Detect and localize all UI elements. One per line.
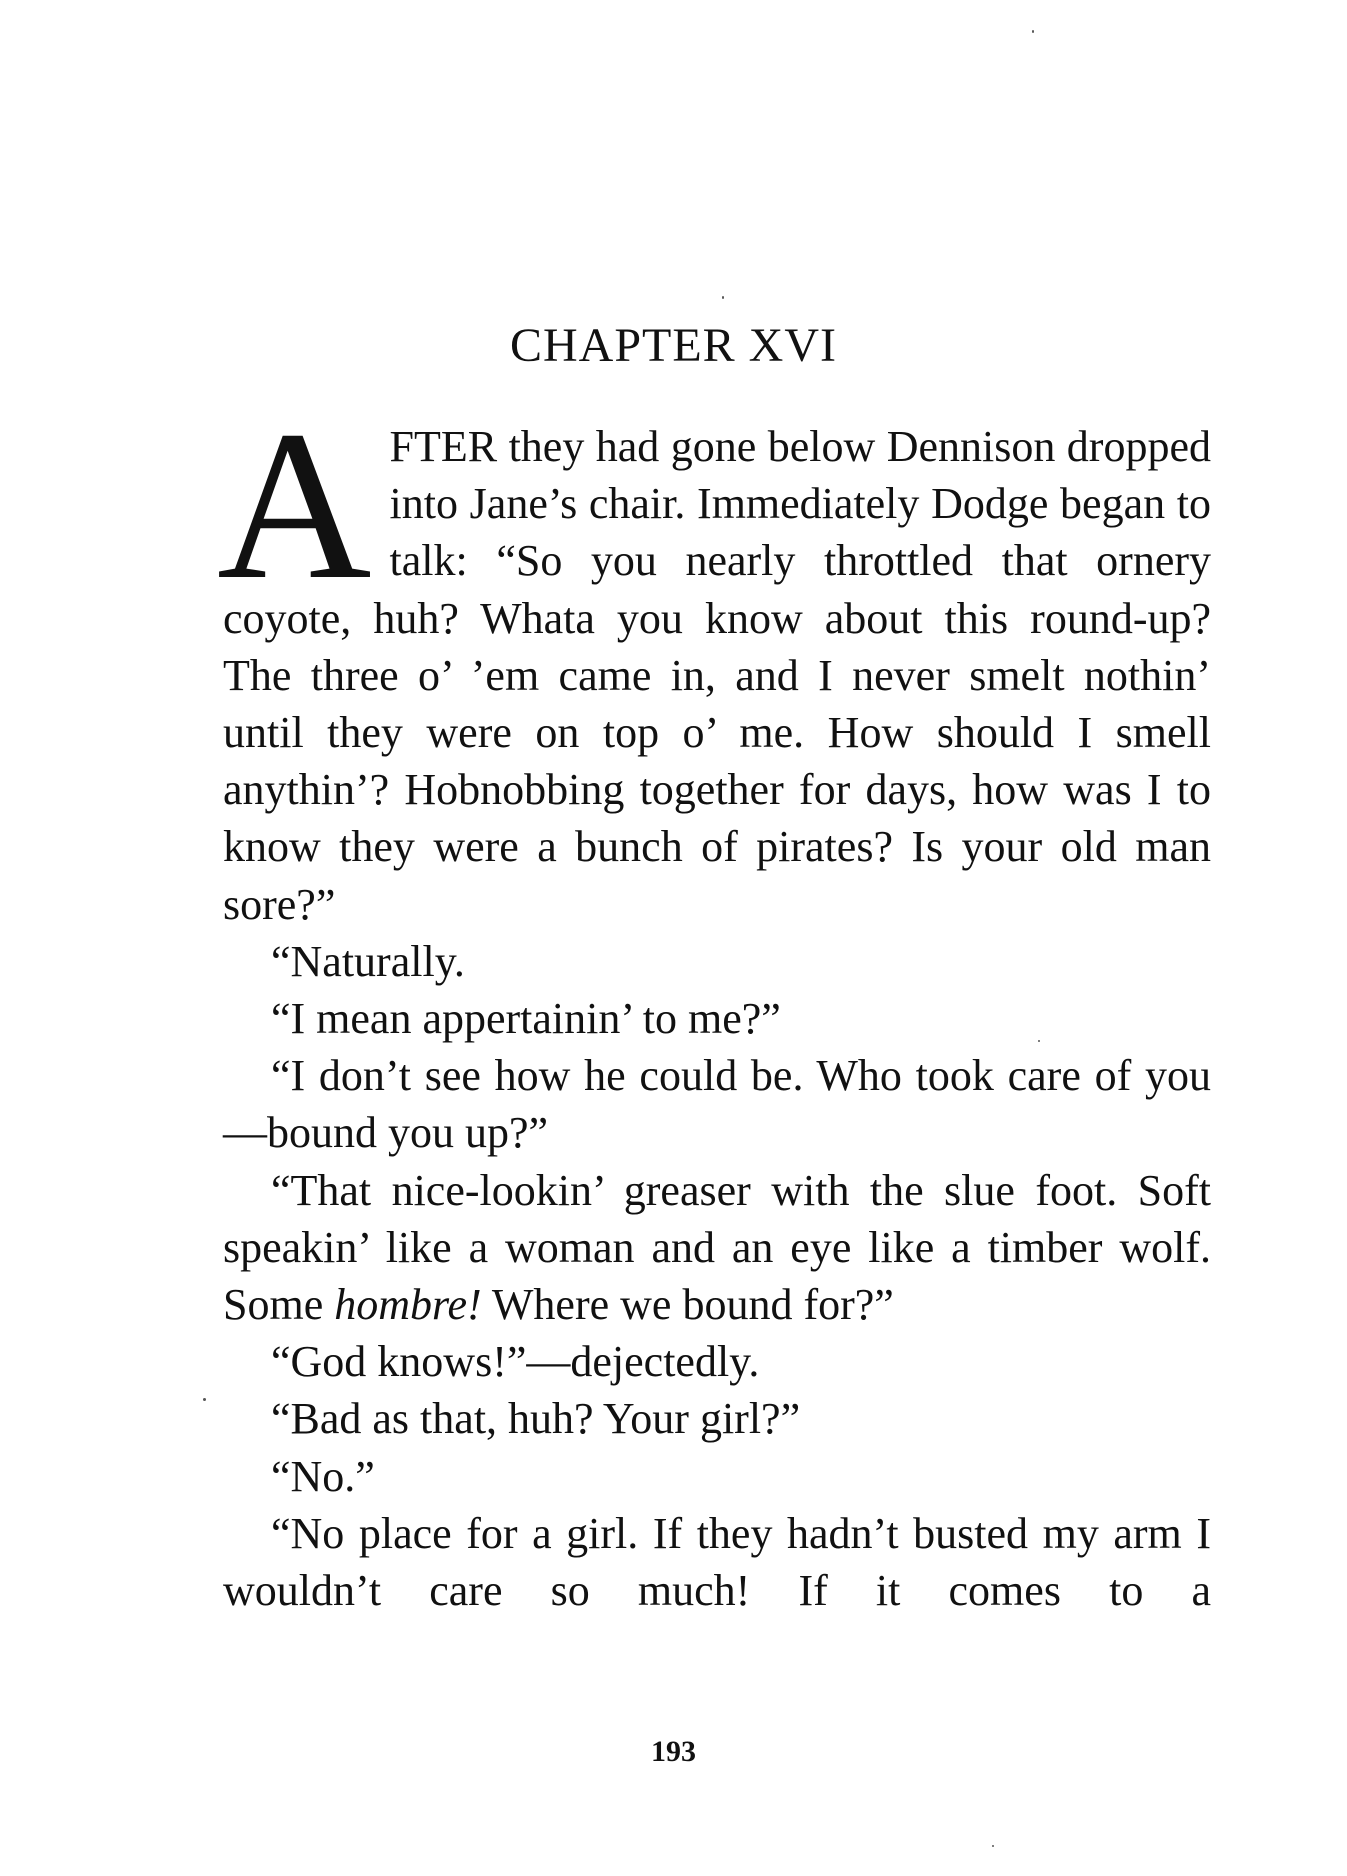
paragraph-5-italic-word: hombre! <box>334 1280 482 1330</box>
paper-speck <box>1038 1040 1040 1042</box>
paragraph-9: “No place for a girl. If they hadn’t busted my arm I wouldn’t care so much! If it comes to a <box>223 1508 1211 1616</box>
paragraph-8: “No.” <box>271 1451 375 1501</box>
paragraph-1 <box>217 387 1211 933</box>
paper-speck <box>203 1398 206 1401</box>
paper-speck <box>722 296 724 299</box>
paper-speck <box>1032 30 1034 33</box>
paragraph-4: “I don’t see how he could be. Who took care of you—bound you up?” <box>223 1051 1211 1158</box>
drop-cap-letter: A <box>217 387 372 624</box>
page-number: 193 <box>651 1735 696 1768</box>
chapter-title: CHAPTER XVI <box>509 319 837 372</box>
paragraph-1-text: they had gone below Dennison dropped into Jane’s chair. Immediately Dodge began to talk: “So you nearly throttled that ornery coyote, huh? Whata you know about this round-up? The three o’ ’em came in, and I never smelt nothin’ until they were on top o’ me. How should I smell anythin’? Hobnobbing together for days, how was I to know they were a bunch of pirates? Is your old man sore?” <box>223 422 1211 929</box>
paragraph-5 <box>223 1162 1211 1334</box>
paragraph-2: “Naturally. <box>271 936 465 986</box>
paper-speck <box>992 1845 994 1847</box>
paragraph-7: “Bad as that, huh? Your girl?” <box>271 1394 801 1444</box>
body-text <box>217 387 1211 1619</box>
paragraph-3: “I mean appertainin’ to me?” <box>271 994 781 1044</box>
paragraph-6: “God knows!”—dejectedly. <box>271 1337 760 1387</box>
paragraph-5-text-after: Where we bound for?” <box>481 1280 894 1330</box>
paragraph-1-lead-word: FTER <box>389 422 498 471</box>
paragraph-5-text-before: “That nice-lookin’ greaser with the slue foot. Soft speakin’ like a woman and an eye like a timber wolf. Some <box>223 1165 1211 1330</box>
